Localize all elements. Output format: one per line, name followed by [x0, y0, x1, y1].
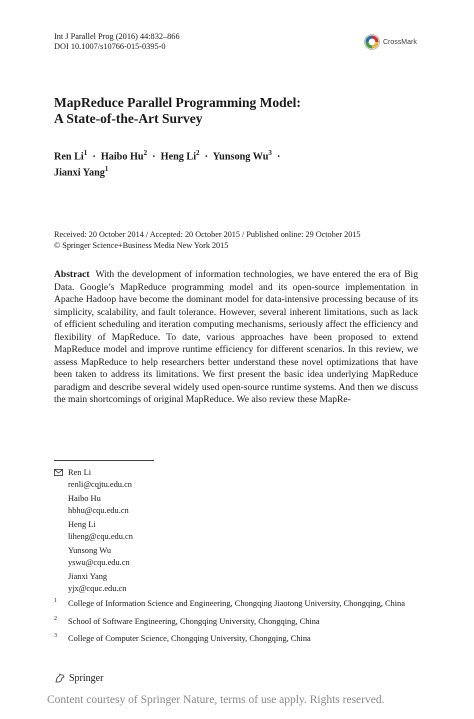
- abstract: [54, 269, 418, 407]
- paper-title: [54, 95, 414, 127]
- contact-entry: [54, 519, 133, 542]
- author-affil-sup: 3: [268, 149, 272, 157]
- abstract-text: With the development of information technologies, we have entered the era of Big Data. Google’s MapReduce programming model and its open-source implementation in Apache Hadoop have become the dominant model for data-intensive processing because of its simplicity, scalability, and fault tolerance. However, several inherent limitations, such as lack of efficient scheduling and iteration computing mechanisms, seriously affect the efficiency and flexibility of MapReduce. To date, various approaches have been proposed to extend MapReduce model and improve runtime efficiency for different scenarios. In this review, we assess MapReduce to help researchers better understand these novel optimizations that have been taken to address its limitations. We first present the basic idea underlying MapReduce paradigm and describe several widely used open-source runtime systems. And then we discuss the main shortcomings of original MapReduce. We also review these MapRe-: [54, 269, 418, 405]
- affiliation-entry: [54, 598, 419, 610]
- abstract-label: Abstract: [54, 269, 90, 280]
- doi-line: DOI 10.1007/s10766-015-0395-0: [54, 42, 166, 51]
- author-list: [54, 147, 414, 180]
- affiliation-entry: [54, 616, 419, 628]
- affiliation-entry: [54, 633, 419, 645]
- author-affil-sup: 2: [196, 149, 200, 157]
- contact-name: Yunsong Wu: [68, 546, 112, 555]
- author-affil-sup: 1: [104, 165, 109, 174]
- author-name: Haibo Hu: [100, 151, 144, 163]
- author-affil-sup: 2: [143, 149, 148, 157]
- contact-email[interactable]: yswu@cqu.edu.cn: [68, 557, 130, 567]
- crossmark-label: CrossMark: [383, 38, 417, 46]
- publication-dates: [54, 229, 361, 251]
- contact-entry: [54, 571, 133, 594]
- contact-entry: [54, 545, 133, 568]
- author-line: [54, 163, 414, 179]
- contact-entry: [54, 493, 133, 516]
- author-line: Ren Li$^1$ · Haibo Hu$^2$ · Heng Li$^2$ · Yunsong Wu$^3$ ·: [54, 149, 281, 163]
- contact-email[interactable]: yjx@cquc.edu.cn: [68, 583, 127, 593]
- affiliation-text: College of Computer Science, Chongqing University, Chongqing, China: [68, 634, 311, 643]
- footnote-rule: [54, 460, 154, 461]
- publisher-name: Springer: [69, 672, 104, 684]
- contact-name: Jianxi Yang: [68, 572, 108, 581]
- affiliations: [54, 598, 419, 651]
- contact-email[interactable]: renli@cqjtu.edu.cn: [68, 479, 132, 489]
- contact-entry: [54, 467, 133, 490]
- author-contacts: [54, 467, 133, 597]
- contact-email[interactable]: liheng@cqu.edu.cn: [68, 531, 133, 541]
- title-line: A State-of-the-Art Survey: [54, 111, 203, 126]
- journal-citation: [54, 32, 180, 52]
- copyright-line: © Springer Science+Business Media New York 2015: [54, 241, 229, 250]
- affiliation-number: 1: [54, 598, 57, 604]
- publisher-logo: [54, 672, 103, 684]
- affiliation-text: College of Information Science and Engineering, Chongqing Jiaotong University, Chongqing, China: [68, 599, 405, 608]
- affiliation-text: School of Software Engineering, Chongqing University, Chongqing, China: [68, 616, 320, 626]
- springer-horse-icon: [54, 672, 66, 684]
- title-line: MapReduce Parallel Programming Model:: [54, 95, 301, 110]
- courtesy-notice: Content courtesy of Springer Nature, terms of use apply. Rights reserved.: [47, 694, 385, 706]
- contact-email[interactable]: hbhu@cqu.edu.cn: [68, 505, 129, 515]
- author-name: Jianxi Yang: [54, 167, 105, 179]
- contact-name: Heng Li: [68, 520, 96, 529]
- dates-line: Received: 20 October 2014 / Accepted: 20 October 2015 / Published online: 29 October 2015: [54, 230, 361, 239]
- crossmark-icon: [364, 34, 380, 50]
- contact-name: Ren Li: [68, 468, 92, 477]
- envelope-icon: [54, 469, 63, 476]
- author-affil-sup: 1: [83, 149, 88, 157]
- author-name: Yunsong Wu: [212, 151, 269, 163]
- affiliation-number: 2: [54, 615, 57, 622]
- author-name: Heng Li: [160, 151, 197, 163]
- crossmark-badge[interactable]: [364, 34, 417, 50]
- affiliation-number: 3: [54, 633, 57, 639]
- author-name: Ren Li: [54, 151, 84, 163]
- contact-name: Haibo Hu: [68, 494, 101, 503]
- journal-line: Int J Parallel Prog (2016) 44:832–866: [54, 32, 180, 41]
